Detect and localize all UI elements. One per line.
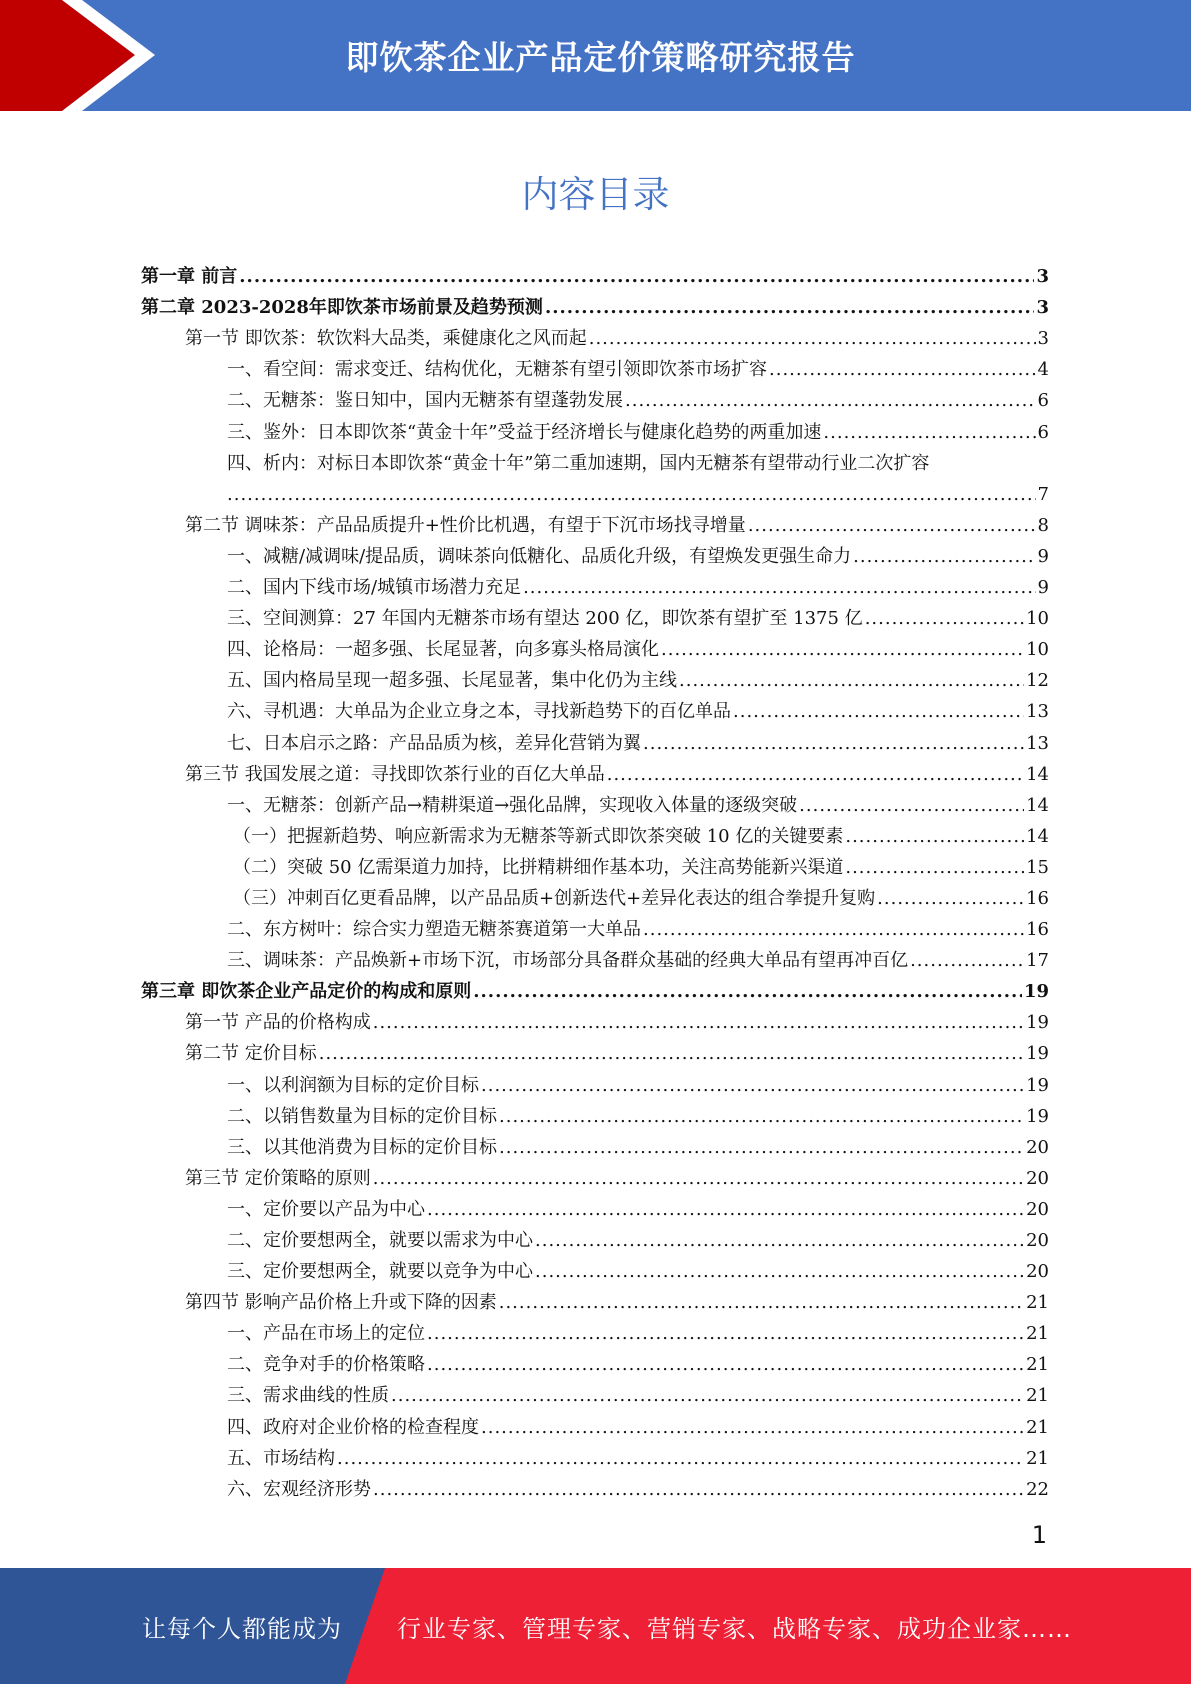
- toc-entry-text: 第一节 即饮茶：软饮料大品类，乘健康化之风而起: [185, 328, 587, 350]
- toc-entry-page: 14: [1026, 794, 1049, 816]
- toc-entry-text: 第三节 定价策略的原则: [185, 1167, 371, 1189]
- toc-leader-dots: [481, 1075, 1024, 1097]
- toc-entry[interactable]: [141, 1345, 1049, 1376]
- toc-entry-page: 19: [1026, 1012, 1049, 1034]
- toc-entry-page: 6: [1037, 390, 1049, 412]
- toc-leader-dots: [865, 608, 1024, 630]
- toc-entry[interactable]: [141, 444, 1049, 475]
- toc-entry-page: 20: [1026, 1167, 1049, 1189]
- toc-leader-dots: [607, 764, 1024, 786]
- toc-entry-page: 21: [1026, 1323, 1049, 1345]
- toc-entry-text: （三）冲刺百亿更看品牌，以产品品质+创新迭代+差异化表达的组合拳提升复购: [233, 887, 876, 909]
- toc-entry-page: 21: [1026, 1292, 1049, 1314]
- footer-slogan-right: 行业专家、管理专家、营销专家、战略专家、成功企业家……: [397, 1614, 1072, 1643]
- toc-leader-dots: [845, 857, 1024, 879]
- toc-leader-dots: [769, 359, 1036, 381]
- toc-leader-dots: [499, 1292, 1024, 1314]
- toc-leader-dots: [373, 1168, 1024, 1190]
- toc-entry[interactable]: [141, 1221, 1049, 1252]
- toc-entry-text: 第一节 产品的价格构成: [185, 1012, 371, 1034]
- toc-leader-dots: [499, 1137, 1024, 1159]
- toc-entry-text: 二、东方树叶：综合实力塑造无糖茶赛道第一大单品: [227, 919, 641, 941]
- toc-entry-text: 第二节 定价目标: [185, 1043, 317, 1065]
- toc-leader-dots: [427, 1323, 1024, 1345]
- toc-leader-dots: [589, 328, 1036, 350]
- toc-entry-text: 第一章 前言: [141, 266, 238, 288]
- toc-leader-dots: [523, 577, 1035, 599]
- toc-entry[interactable]: [141, 288, 1049, 319]
- toc-entry-text: 二、以销售数量为目标的定价目标: [227, 1105, 497, 1127]
- report-title: 即饮茶企业产品定价策略研究报告: [345, 38, 856, 77]
- toc-entry-page: 4: [1037, 359, 1049, 381]
- toc-entry-text: 二、定价要想两全，就要以需求为中心: [227, 1230, 533, 1251]
- toc-leader-dots: [733, 701, 1024, 723]
- toc-entry-text: 一、产品在市场上的定位: [227, 1323, 425, 1345]
- toc-entry[interactable]: [141, 1065, 1049, 1096]
- toc-entry-page: 3: [1036, 266, 1049, 288]
- toc-entry-page: 17: [1026, 950, 1049, 972]
- toc-entry-text: 五、市场结构: [227, 1447, 335, 1469]
- toc-entry[interactable]: [141, 755, 1049, 786]
- toc-leader-dots: [481, 1417, 1024, 1439]
- toc-entry-text: 七、日本启示之路：产品品质为核，差异化营销为翼: [227, 732, 641, 754]
- toc-entry-page: 10: [1026, 608, 1049, 630]
- toc-entry-page: 19: [1026, 1074, 1049, 1096]
- toc-leader-dots: [643, 733, 1024, 755]
- toc-entry-page: 19: [1023, 981, 1049, 1003]
- toc-entry-text: 第三章 即饮茶企业产品定价的构成和原则: [141, 981, 472, 1003]
- toc-entry-text: 六、宏观经济形势: [227, 1478, 371, 1500]
- toc-leader-dots: [545, 297, 1035, 319]
- toc-entry[interactable]: [141, 257, 1049, 288]
- toc-entry-page: 3: [1037, 328, 1049, 350]
- toc-entry-page: 15: [1026, 856, 1049, 878]
- toc-entry-page: 9: [1037, 577, 1049, 599]
- toc-entry[interactable]: [141, 381, 1049, 412]
- toc-leader-dots: [499, 1106, 1024, 1128]
- toc-entry-text: 三、调味茶：产品焕新+市场下沉，市场部分具备群众基础的经典大单品有望再冲百亿: [227, 950, 909, 972]
- toc-entry-page: 6: [1037, 421, 1049, 443]
- toc-entry[interactable]: [141, 692, 1049, 723]
- toc-entry[interactable]: [141, 1190, 1049, 1221]
- toc-entry-page: 20: [1026, 1230, 1049, 1251]
- toc-entry-page: 12: [1026, 670, 1049, 692]
- toc-entry-text: 第三节 我国发展之道：寻找即饮茶行业的百亿大单品: [185, 763, 605, 785]
- toc-entry-text: 二、国内下线市场/城镇市场潜力充足: [227, 577, 522, 599]
- toc-leader-dots: [239, 266, 1034, 288]
- toc-entry-text: 四、论格局：一超多强、长尾显著，向多寡头格局演化: [227, 639, 659, 661]
- toc-entry[interactable]: [141, 848, 1049, 879]
- toc-entry-page: 13: [1026, 732, 1049, 754]
- toc-entry-page: 20: [1026, 1198, 1049, 1220]
- toc-entry[interactable]: [141, 599, 1049, 630]
- toc-leader-dots: [853, 546, 1035, 568]
- toc-entry-page: 13: [1026, 701, 1049, 723]
- toc-entry[interactable]: [141, 1159, 1049, 1190]
- toc-leader-dots: [373, 1012, 1024, 1034]
- toc-entry-text: 四、政府对企业价格的检查程度: [227, 1416, 479, 1438]
- toc-entry-text: 第四节 影响产品价格上升或下降的因素: [185, 1292, 497, 1314]
- toc-entry-text: 一、定价要以产品为中心: [227, 1198, 425, 1220]
- toc-entry-page: 3: [1036, 297, 1049, 319]
- toc-leader-dots: [799, 795, 1024, 817]
- toc-entry-text: （二）突破 50 亿需渠道力加持，比拼精耕细作基本功，关注高势能新兴渠道: [233, 856, 844, 878]
- toc-entry[interactable]: [141, 817, 1049, 848]
- toc-entry[interactable]: [141, 1407, 1049, 1438]
- toc-entry[interactable]: [141, 1252, 1049, 1283]
- toc-entry-page: 16: [1026, 887, 1049, 909]
- toc-entry[interactable]: [141, 350, 1049, 381]
- footer-slogan-left: 让每个人都能成为: [142, 1614, 342, 1643]
- toc-entry-page: 14: [1026, 763, 1049, 785]
- toc-entry-text: （一）把握新趋势、响应新需求为无糖茶等新式即饮茶突破 10 亿的关键要素: [233, 825, 844, 847]
- toc-entry-text: 三、以其他消费为目标的定价目标: [227, 1136, 497, 1158]
- toc-leader-dots: [748, 515, 1036, 537]
- toc-leader-dots: [473, 981, 1022, 1003]
- toc-entry[interactable]: [141, 1283, 1049, 1314]
- toc-entry-page: 16: [1026, 919, 1049, 941]
- toc-entry[interactable]: [141, 1097, 1049, 1128]
- toc-leader-dots: [877, 888, 1024, 910]
- toc-entry-page: 20: [1026, 1136, 1049, 1158]
- toc-leader-dots: [391, 1385, 1024, 1407]
- toc-leader-dots: [427, 1354, 1024, 1376]
- toc-entry-page: 21: [1026, 1447, 1049, 1469]
- toc-leader-dots: [625, 390, 1036, 412]
- toc-entry[interactable]: [141, 972, 1049, 1003]
- toc-entry-text: 五、国内格局呈现一超多强、长尾显著，集中化仍为主线: [227, 670, 677, 692]
- toc-entry-page: 10: [1026, 639, 1049, 661]
- toc-leader-dots: [337, 1448, 1024, 1470]
- toc-entry-text: 二、无糖茶：鉴日知中，国内无糖茶有望蓬勃发展: [227, 390, 623, 412]
- toc-entry[interactable]: [141, 1314, 1049, 1345]
- toc-entry-text: 第二章 2023-2028年即饮茶市场前景及趋势预测: [141, 297, 543, 319]
- toc-entry-text: 一、以利润额为目标的定价目标: [227, 1074, 479, 1096]
- toc-entry-text: 三、需求曲线的性质: [227, 1385, 389, 1407]
- toc-leader-dots: [910, 950, 1024, 972]
- toc-entry[interactable]: [141, 910, 1049, 941]
- toc-entry[interactable]: [141, 1376, 1049, 1407]
- toc-entry[interactable]: [141, 537, 1049, 568]
- toc-entry-continuation[interactable]: [141, 475, 1049, 506]
- toc-entry-page: 21: [1026, 1385, 1049, 1407]
- toc-leader-dots: [823, 422, 1035, 444]
- toc-entry[interactable]: [141, 1128, 1049, 1159]
- toc-leader-dots: [679, 670, 1024, 692]
- toc-entry-page: 8: [1037, 514, 1049, 536]
- toc-leader-dots: [661, 639, 1024, 661]
- toc-entry[interactable]: [141, 941, 1049, 972]
- toc-entry-page: 9: [1037, 545, 1049, 567]
- toc-entry[interactable]: [141, 412, 1049, 443]
- page-header-banner: [0, 0, 1191, 111]
- toc-entry[interactable]: [141, 506, 1049, 537]
- toc-entry[interactable]: [141, 1034, 1049, 1065]
- toc-entry-page: 21: [1026, 1354, 1049, 1376]
- toc-entry[interactable]: [141, 1470, 1049, 1501]
- toc-entry-page: 21: [1026, 1416, 1049, 1438]
- toc-entry[interactable]: [141, 786, 1049, 817]
- toc-entry-text: 第二节 调味茶：产品品质提升+性价比机遇，有望于下沉市场找寻增量: [185, 514, 746, 536]
- toc-entry-text: 一、无糖茶：创新产品→精耕渠道→强化品牌，实现收入体量的逐级突破: [227, 794, 798, 816]
- table-of-contents: [141, 257, 1049, 1501]
- toc-leader-dots: [373, 1479, 1024, 1501]
- toc-leader-dots: [643, 919, 1024, 941]
- toc-entry-text: 三、鉴外：日本即饮茶“黄金十年”受益于经济增长与健康化趋势的两重加速: [227, 421, 822, 443]
- toc-entry-page: 19: [1026, 1105, 1049, 1127]
- toc-entry-text: 二、竞争对手的价格策略: [227, 1354, 425, 1376]
- toc-entry[interactable]: [141, 661, 1049, 692]
- toc-entry-page: 19: [1026, 1043, 1049, 1065]
- toc-leader-dots: [535, 1261, 1024, 1283]
- toc-leader-dots: [227, 484, 1036, 506]
- page-footer-banner: [0, 1568, 1191, 1684]
- toc-entry-text: 三、空间测算：27 年国内无糖茶市场有望达 200 亿，即饮茶有望扩至 1375 亿: [227, 608, 863, 630]
- toc-entry-text: 一、减糖/减调味/提品质，调味茶向低糖化、品质化升级，有望焕发更强生命力: [227, 545, 852, 567]
- toc-entry-page: 22: [1026, 1478, 1049, 1500]
- toc-leader-dots: [535, 1230, 1024, 1252]
- toc-entry-text: 三、定价要想两全，就要以竞争为中心: [227, 1261, 533, 1283]
- toc-heading: 内容目录: [521, 173, 670, 216]
- toc-entry[interactable]: [141, 879, 1049, 910]
- toc-entry-page: 7: [1037, 483, 1049, 505]
- toc-entry[interactable]: [141, 568, 1049, 599]
- toc-leader-dots: [845, 826, 1024, 848]
- page-number: 1: [1031, 1521, 1047, 1549]
- toc-leader-dots: [319, 1043, 1024, 1065]
- toc-entry[interactable]: [141, 1003, 1049, 1034]
- toc-entry[interactable]: [141, 1439, 1049, 1470]
- toc-entry[interactable]: [141, 630, 1049, 661]
- toc-entry-text: 四、析内：对标日本即饮茶“黄金十年”第二重加速期，国内无糖茶有望带动行业二次扩容: [227, 452, 930, 474]
- toc-entry-page: 20: [1026, 1261, 1049, 1283]
- toc-leader-dots: [427, 1199, 1024, 1221]
- toc-entry[interactable]: [141, 723, 1049, 754]
- toc-entry-text: 六、寻机遇：大单品为企业立身之本，寻找新趋势下的百亿单品: [227, 701, 731, 723]
- toc-entry-page: 14: [1026, 825, 1049, 847]
- toc-entry[interactable]: [141, 319, 1049, 350]
- toc-entry-text: 一、看空间：需求变迁、结构优化，无糖茶有望引领即饮茶市场扩容: [227, 359, 767, 381]
